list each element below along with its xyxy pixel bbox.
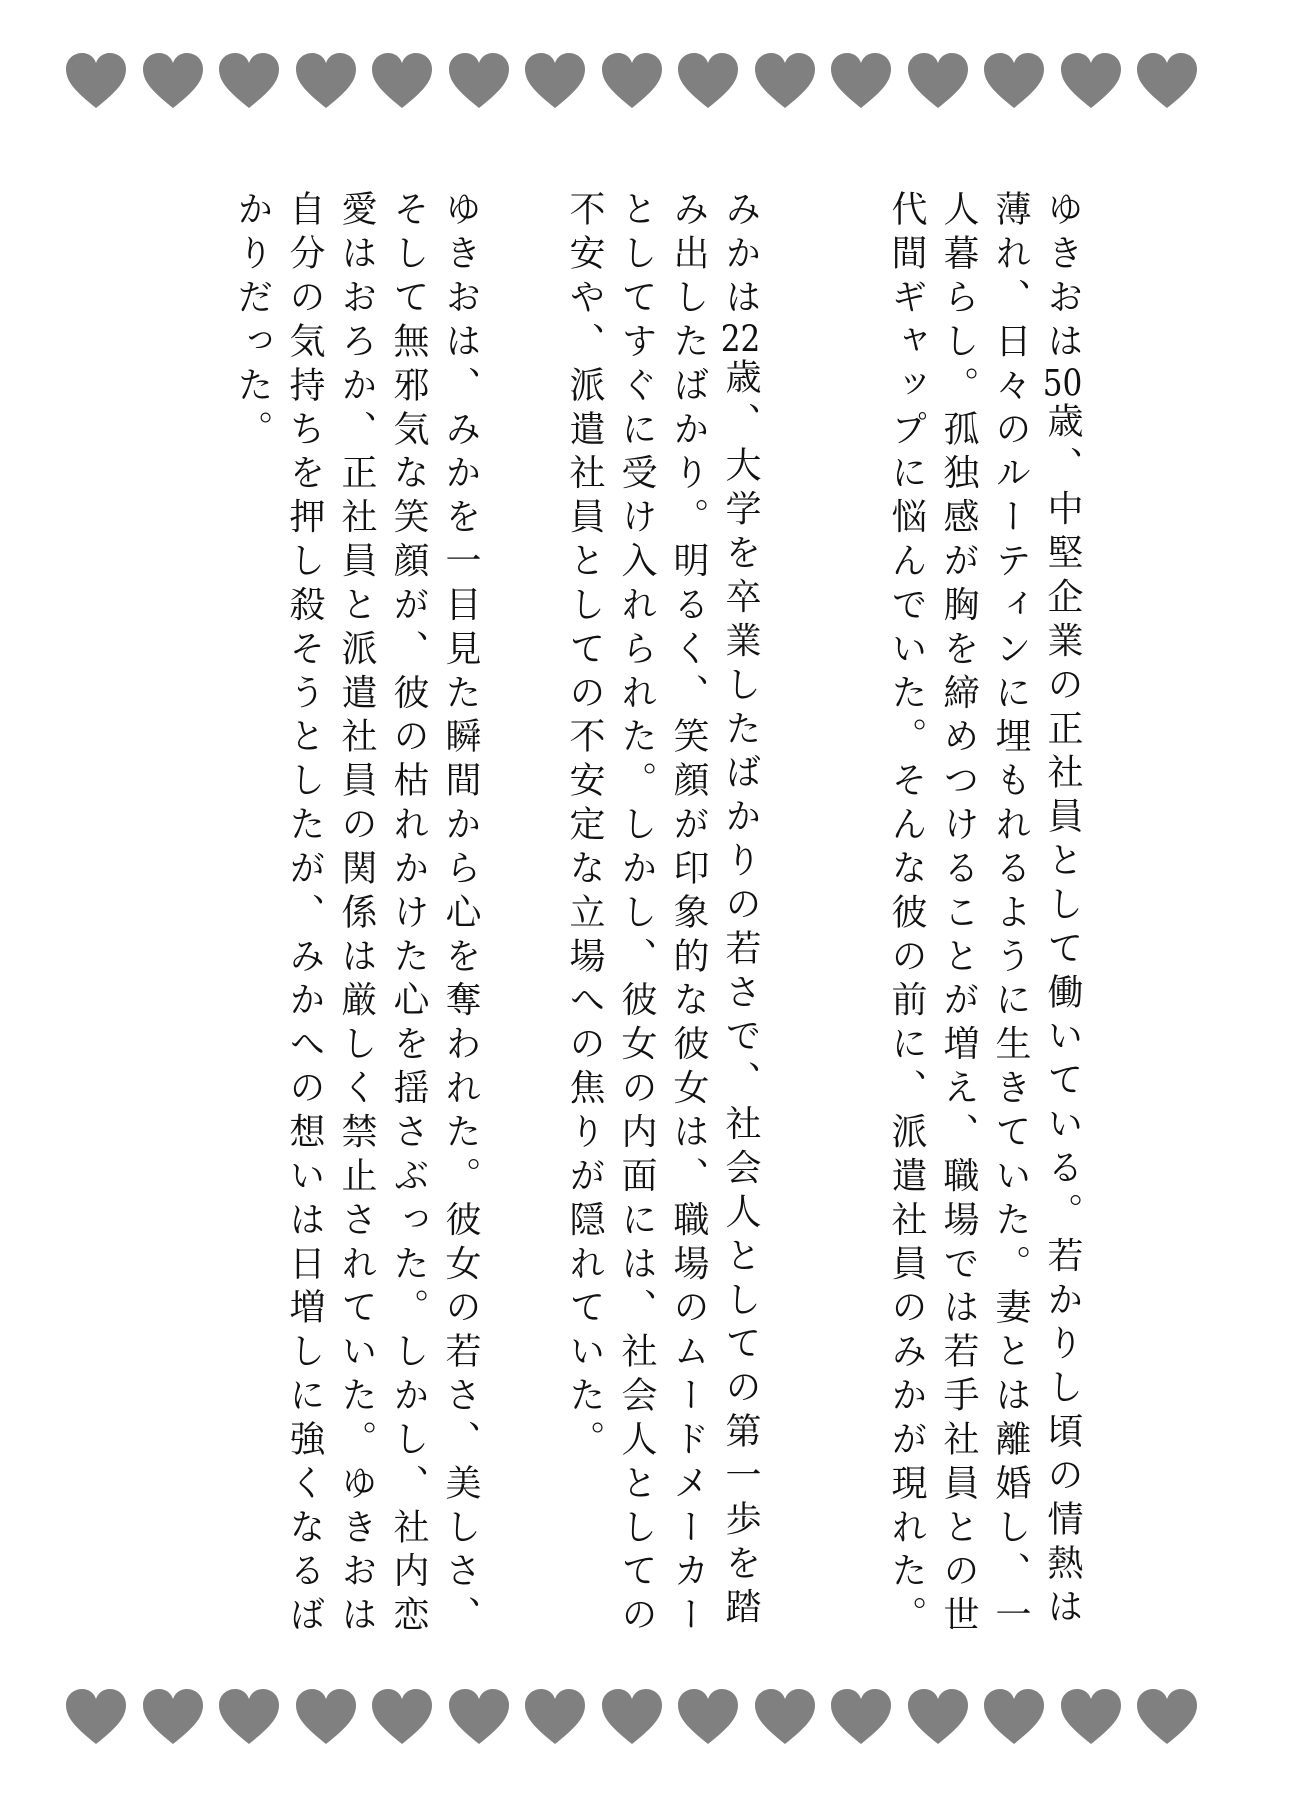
heart-icon — [217, 1688, 281, 1746]
heart-icon — [753, 1688, 817, 1746]
paragraph-3-text: ゆきおは、みかを一目見た瞬間から心を奪われた。彼女の若さ、美しさ、そして無邪気な笑顔が、彼の枯れかけた心を揺さぶった。しかし、社内恋愛はおろか、正社員と派遣社員の関係は厳しく禁止されていた。ゆきおは自分の気持ちを押し殺そうとしたが、みかへの想いは日増しに強くなるばかりだった。 — [232, 190, 481, 1640]
heart-icon — [906, 52, 970, 110]
heart-icon — [982, 1688, 1046, 1746]
heart-icon — [294, 52, 358, 110]
heart-icon — [141, 52, 205, 110]
heart-icon — [676, 52, 740, 110]
heart-icon — [906, 1688, 970, 1746]
heart-icon — [523, 1688, 587, 1746]
heart-icon — [600, 52, 664, 110]
paragraph-2-age: 22 — [720, 321, 761, 358]
heart-icon — [676, 1688, 740, 1746]
heart-icon — [447, 52, 511, 110]
paragraph-1-text-a: ゆきおは — [1042, 190, 1083, 366]
heart-icon — [370, 52, 434, 110]
heart-icon — [447, 1688, 511, 1746]
paragraph-1-text-b: 歳、中堅企業の正社員として働いている。若かりし頃の情熱は薄れ、日々のルーティンに埋もれるように生きていた。妻とは離婚し、一人暮らし。孤独感が胸を締めつけることが増え、職場では若手社員との世代間ギャップに悩んでいた。そんな彼の前に、派遣社員のみかが現れた。 — [886, 190, 1083, 1640]
heart-icon — [1059, 1688, 1123, 1746]
top-heart-border — [0, 52, 1311, 122]
heart-icon — [600, 1688, 664, 1746]
heart-icon — [141, 1688, 205, 1746]
paragraph-1-age: 50 — [1042, 365, 1083, 402]
heart-icon — [64, 1688, 128, 1746]
heart-icon — [217, 52, 281, 110]
heart-icon — [829, 1688, 893, 1746]
bottom-heart-border — [0, 1688, 1311, 1758]
heart-icon — [370, 1688, 434, 1746]
paragraph-1 — [878, 190, 1088, 1670]
heart-icon — [982, 52, 1046, 110]
heart-icon — [1135, 1688, 1199, 1746]
paragraph-2 — [556, 190, 766, 1670]
paragraph-2-text-a: みかは — [720, 190, 761, 322]
heart-icon — [753, 52, 817, 110]
heart-icon — [64, 52, 128, 110]
heart-icon — [829, 52, 893, 110]
heart-icon — [294, 1688, 358, 1746]
paragraph-3 — [224, 190, 486, 1670]
heart-icon — [1059, 52, 1123, 110]
heart-icon — [523, 52, 587, 110]
paragraph-2-text-b: 歳、大学を卒業したばかりの若さで、社会人としての第一歩を踏み出したばかり。明るく、笑顔が印象的な彼女は、職場のムードメーカーとしてすぐに受け入れられた。しかし、彼女の内面には、社会人としての不安や、派遣社員としての不安定な立場への焦りが隠れていた。 — [564, 190, 761, 1640]
heart-icon — [1135, 52, 1199, 110]
